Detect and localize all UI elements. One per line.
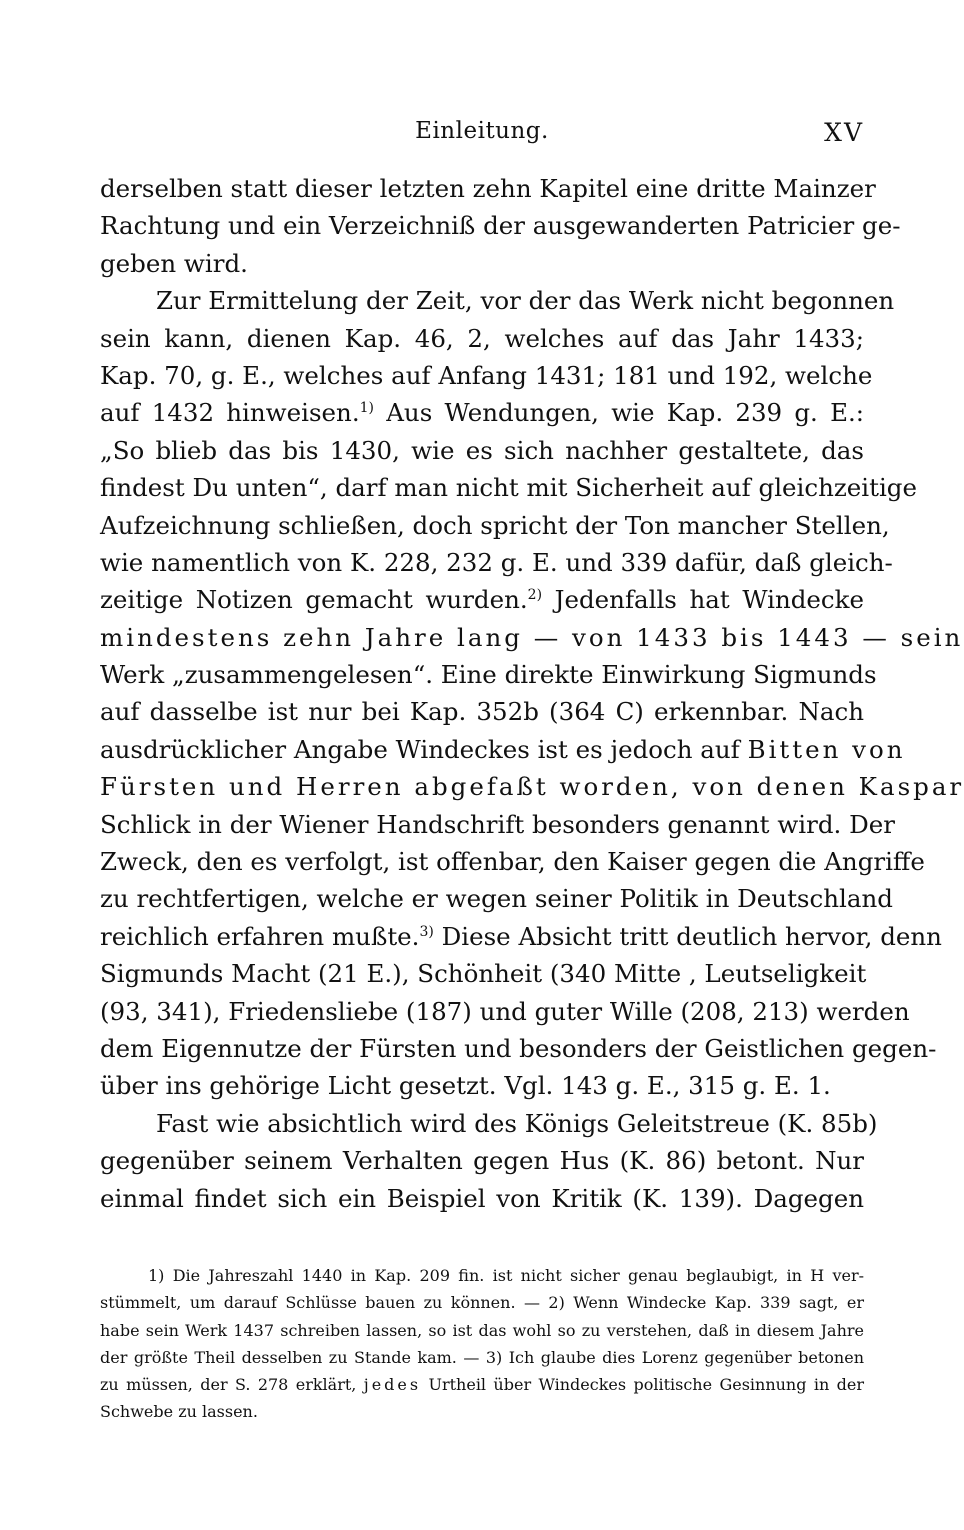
body-line: Sigmunds Macht (21 E.), Schönheit (340 Mitte , Leutseligkeit [100,959,867,989]
body-line: Fürsten und Herren abgefaßt worden, von denen Kaspar [100,772,964,802]
body-text-run: Aus Wendungen, wie Kap. 239 g. E.: [374,398,864,428]
body-line: gegenüber seinem Verhalten gegen Hus (K. 86) betont. Nur [100,1146,864,1176]
footnote-marker: 2) [527,587,543,604]
footnote-line: 1) Die Jahreszahl 1440 in Kap. 209 fin. ist nicht sicher genau beglaubigt, in H ver- [148,1266,864,1285]
spaced-emphasis: jedes [363,1375,422,1395]
footnote-line: der größte Theil desselben zu Stande kam. — 3) Ich glaube dies Lorenz gegenüber betonen [100,1347,864,1367]
body-line: „So blieb das bis 1430, wie es sich nachher gestaltete, das [100,435,864,465]
body-line [100,731,906,768]
footnote-marker: 1) [359,400,374,417]
body-line: sein kann, dienen Kap. 46, 2, welches auf das Jahr 1433; [100,323,864,353]
body-text-run: ausdrücklicher Angabe Windeckes ist es jedoch auf [100,734,740,764]
body-line: geben wird. [100,248,248,278]
spaced-emphasis: Bitten von [747,734,906,764]
body-line [100,394,864,431]
footnote-line: habe sein Werk 1437 schreiben lassen, so ist das wohl so zu verstehen, daß in diesem Jahre [100,1320,864,1340]
body-line: Zur Ermittelung der Zeit, vor der das Werk nicht begonnen [156,286,895,316]
page-number: XV [824,118,864,147]
footnote-line: stümmelt, um darauf Schlüsse bauen zu können. — 2) Wenn Windecke Kap. 339 sagt, er [100,1293,864,1313]
body-line: Rachtung und ein Verzeichniß der ausgewanderten Patricier ge- [100,211,901,241]
body-text-run: Diese Absicht tritt deutlich hervor, denn [433,921,942,951]
body-text-run: Jedenfalls hat Windecke [542,585,864,615]
body-line: Werk „zusammengelesen“. Eine direkte Einwirkung Sigmunds [100,660,877,690]
body-line: über ins gehörige Licht gesetzt. Vgl. 143 g. E., 315 g. E. 1. [100,1071,831,1101]
body-text-run: auf 1432 hinweisen. [100,398,360,428]
body-line: Zweck, den es verfolgt, ist offenbar, den Kaiser gegen die Angriffe [100,847,925,877]
body-line: Fast wie absichtlich wird des Königs Geleitstreue (K. 85b) [156,1108,878,1138]
body-line: Aufzeichnung schließen, doch spricht der Ton mancher Stellen, [100,510,890,540]
body-line: findest Du unten“, darf man nicht mit Sicherheit auf gleichzeitige [100,473,917,503]
body-line: dem Eigennutze der Fürsten und besonders der Geistlichen gegen- [100,1033,937,1063]
body-line: derselben statt dieser letzten zehn Kapitel eine dritte Mainzer [100,174,876,203]
footnote-text-run: zu müssen, der S. 278 erklärt, [100,1375,357,1395]
footnote-text-run: Urtheil über Windeckes politische Gesinnung in der [421,1375,865,1395]
body-line: Schlick in der Wiener Handschrift besonders genannt wird. Der [100,809,895,839]
body-line: einmal findet sich ein Beispiel von Kritik (K. 139). Dagegen [100,1183,864,1213]
footnote-marker: 3) [419,923,434,940]
body-text [100,170,964,1217]
body-line: auf dasselbe ist nur bei Kap. 352b (364 C) erkennbar. Nach [100,697,864,727]
body-line: (93, 341), Friedensliebe (187) und guter Wille (208, 213) werden [100,996,910,1026]
body-line [100,918,942,955]
body-text-run: zeitige Notizen gemacht wurden. [100,585,528,615]
body-line: zu rechtfertigen, welche er wegen seiner Politik in Deutschland [100,884,893,914]
body-text-run: reichlich erfahren mußte. [100,921,420,951]
body-line: wie namentlich von K. 228, 232 g. E. und 339 dafür, daß gleich- [100,547,893,577]
body-line: Kap. 70, g. E., welches auf Anfang 1431; 181 und 192, welche [100,360,873,390]
footnote-line [100,1371,864,1398]
body-line [100,581,864,618]
footnotes [100,1262,864,1426]
footnote-line: Schwebe zu lassen. [100,1402,258,1422]
body-line: mindestens zehn Jahre lang — von 1433 bis 1443 — sein [100,622,964,652]
running-head [100,118,864,148]
page-header-title: Einleitung. [415,118,549,144]
